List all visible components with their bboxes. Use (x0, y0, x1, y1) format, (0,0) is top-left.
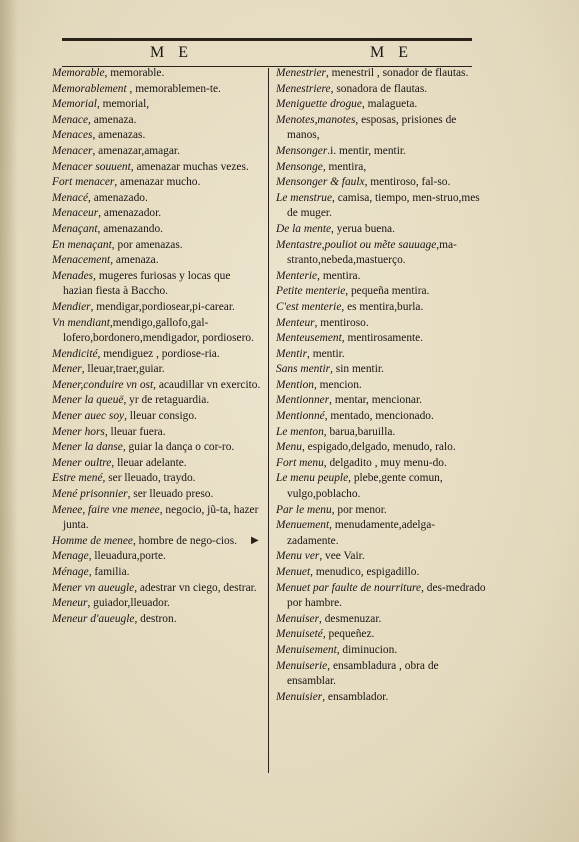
entry-headword: Meneur d'aueugle (52, 612, 135, 625)
entry-translation: , negocio, jũ-ta, hazer junta. (63, 503, 259, 532)
dictionary-entry (52, 66, 262, 82)
entry-translation: , amenaza. (88, 113, 137, 126)
entry-headword: Menuement (276, 519, 330, 532)
entry-translation: , lleuar,traer,guiar. (81, 363, 165, 376)
dictionary-entry (276, 331, 486, 347)
dictionary-entry (276, 284, 486, 300)
entry-headword: Memorial (52, 98, 97, 111)
entry-translation: , camisa, tiempo, men-struo,mes de muger. (287, 191, 480, 220)
entry-translation: , mentira. (317, 269, 361, 282)
entry-headword: Mener vn aueugle (52, 581, 135, 594)
entry-translation: , acaudillar vn exercito. (153, 378, 261, 391)
entry-translation: , sonadora de flautas. (330, 82, 428, 95)
entry-headword: Homme de menee (52, 534, 133, 547)
entry-translation: , pequeñez. (322, 628, 375, 641)
entry-headword: Mener oultre (52, 456, 112, 469)
entry-translation: , lleuadura,porte. (88, 550, 166, 563)
dictionary-entry (52, 97, 262, 113)
entry-headword: Menacement (52, 254, 111, 267)
entry-headword: Mensonger & faulx (276, 176, 365, 189)
entry-translation: , ensambladura , obra de ensamblar. (287, 659, 439, 688)
entry-translation: , menudico, espigadillo. (310, 566, 420, 578)
entry-translation: , amenazado. (88, 191, 148, 204)
entry-translation: , memorable. (104, 67, 165, 79)
entry-headword: Le menstrue (276, 191, 332, 204)
entry-headword: Menaçant (52, 222, 98, 235)
entry-translation: , mentirosamente. (341, 332, 424, 345)
entry-translation: , lleuar consigo. (124, 410, 197, 423)
entry-headword: Mensonge (276, 160, 323, 173)
entry-headword: Mener auec soy (52, 410, 125, 423)
entry-headword: Memorable (52, 67, 105, 79)
dictionary-entry (52, 534, 262, 550)
entry-headword: Menteur (276, 316, 315, 329)
dictionary-entry (52, 175, 262, 191)
entry-translation: , mentira, (322, 160, 367, 173)
dictionary-entry (52, 160, 262, 176)
entry-translation: , malagueta. (361, 98, 418, 111)
entry-headword: Petite menterie (276, 285, 346, 298)
entry-translation: , mentiroso, fal-so. (364, 176, 451, 189)
entry-translation: , delgadito , muy menu-do. (323, 456, 447, 469)
margin-mark: ▶ (251, 535, 259, 546)
entry-headword: Le menton (276, 425, 324, 438)
entry-headword: Menuiserie (276, 659, 328, 672)
dictionary-entry (276, 425, 486, 441)
dictionary-entry (52, 612, 262, 628)
dictionary-entry (276, 97, 486, 113)
dictionary-entry (276, 643, 486, 659)
dictionary-entry (276, 269, 486, 285)
entry-translation: , esposas, prisiones de manos, (287, 113, 457, 142)
entry-translation: , sin mentir. (330, 363, 384, 376)
entry-headword: Menuisier (276, 690, 323, 703)
entry-headword: Mendier (52, 300, 91, 313)
dictionary-entry (52, 425, 262, 441)
dictionary-entry (52, 82, 262, 98)
entry-headword: Menestrier (276, 67, 326, 79)
dictionary-entry (276, 316, 486, 332)
entry-headword: Menaceur (52, 207, 99, 220)
dictionary-entry (276, 690, 486, 706)
entry-translation: , des-medrado por hambre. (287, 581, 486, 610)
entry-translation: , mendiguez , pordiose-ria. (97, 347, 220, 360)
dictionary-entry (276, 175, 486, 191)
dictionary-entry (52, 409, 262, 425)
entry-translation: , mentir. (307, 347, 345, 360)
column-divider (268, 68, 269, 773)
dictionary-entry (52, 113, 262, 129)
entry-headword: Mentionner (276, 394, 330, 407)
entry-headword: Menacer souuent (52, 160, 131, 173)
top-rule (62, 38, 472, 41)
entry-headword: En menaçant (52, 238, 112, 251)
entry-headword: Mentionné (276, 410, 325, 423)
dictionary-entry (52, 253, 262, 269)
entry-headword: Ménage (52, 566, 89, 578)
entry-translation: , amenazar,amagar. (92, 144, 180, 157)
dictionary-entry (52, 206, 262, 222)
entry-translation: ,mendigo,gallofo,gal-lofero,bordonero,mendigador, pordiosero. (63, 316, 254, 345)
entry-translation: , barua,baruilla. (323, 425, 396, 438)
entry-headword: Mensonger (276, 144, 328, 157)
dictionary-entry (276, 144, 486, 160)
dictionary-entry (276, 238, 486, 269)
entry-translation: , por amenazas. (111, 238, 183, 251)
dictionary-entry (276, 440, 486, 456)
dictionary-entry (276, 378, 486, 394)
dictionary-entry (276, 456, 486, 472)
dictionary-entry (276, 581, 486, 612)
running-head-left: M E (150, 44, 193, 61)
entry-headword: Menaces (52, 129, 93, 142)
dictionary-entry (52, 222, 262, 238)
dictionary-entry (52, 144, 262, 160)
entry-translation: , diminucion. (336, 643, 398, 656)
dictionary-entry (276, 191, 486, 222)
entry-translation: , yr de retaguardia. (123, 394, 210, 407)
entry-translation: , ser lleuado, traydo. (102, 472, 196, 485)
entry-headword: Menuet (276, 566, 311, 578)
entry-headword: Vn mendiant (52, 316, 110, 329)
entry-translation: , desmenuzar. (319, 612, 382, 625)
entry-headword: Menu (276, 441, 302, 454)
dictionary-entry (52, 549, 262, 565)
entry-headword: Menuet par faulte de nourriture (276, 581, 422, 594)
right-column (276, 66, 486, 705)
entry-translation: , mentiroso. (314, 316, 369, 329)
entry-translation: , amenazas. (92, 129, 146, 142)
entry-translation: , mentar, mencionar. (329, 394, 423, 407)
entry-headword: Menterie (276, 269, 318, 282)
entry-translation: , mentado, mencionado. (324, 410, 434, 423)
entry-translation: , hombre de nego-cios. (132, 534, 238, 547)
entry-translation: , pequeña mentira. (345, 285, 430, 298)
dictionary-entry (52, 596, 262, 612)
entry-translation: ,ma-stranto,nebeda,mastuerço. (287, 238, 457, 267)
entry-headword: Mendicité (52, 347, 98, 360)
entry-headword: Menteusement (276, 332, 342, 345)
dictionary-entry (52, 347, 262, 363)
dictionary-entry (52, 191, 262, 207)
entry-headword: De la mente (276, 222, 332, 235)
dictionary-entry (52, 503, 262, 534)
entry-headword: Menades (52, 269, 94, 282)
entry-translation: , amenazador. (98, 207, 162, 220)
dictionary-entry (276, 362, 486, 378)
entry-headword: Menestriere (276, 82, 331, 95)
dictionary-entry (52, 456, 262, 472)
entry-translation: .i. mentir, mentir. (327, 144, 406, 157)
entry-headword: Sans mentir (276, 363, 331, 376)
entry-translation: , guiar la dança o cor-ro. (122, 441, 235, 454)
entry-headword: Mené prisonnier (52, 488, 128, 501)
entry-headword: Mentastre,pouliot ou mẽte sauuage (276, 238, 437, 251)
entry-translation: , destron. (134, 612, 177, 625)
dictionary-entry (52, 471, 262, 487)
entry-translation: , plebe,gente comun, vulgo,poblacho. (287, 472, 443, 501)
entry-translation: , es mentira,burla. (341, 300, 424, 313)
entry-headword: Menuisement (276, 643, 337, 656)
dictionary-entry (276, 518, 486, 549)
entry-translation: , lleuar fuera. (104, 425, 166, 438)
dictionary-entry (52, 238, 262, 254)
entry-headword: Menace (52, 113, 89, 126)
entry-headword: Meneur (52, 597, 88, 610)
entry-headword: Meniguette drogue (276, 98, 362, 111)
entry-translation: , memorablemen-te. (126, 82, 221, 95)
entry-translation: , por menor. (331, 503, 387, 516)
entry-translation: , espigado,delgado, menudo, ralo. (301, 441, 456, 454)
entry-headword: Mention (276, 378, 314, 391)
entry-headword: Menotes,manotes (276, 113, 356, 126)
entry-headword: C'est menterie (276, 300, 342, 313)
dictionary-entry (52, 393, 262, 409)
dictionary-entry (52, 316, 262, 347)
dictionary-entry (276, 300, 486, 316)
entry-headword: Par le menu (276, 503, 332, 516)
dictionary-entry (276, 549, 486, 565)
entry-headword: Mener (52, 363, 82, 376)
dictionary-entry (276, 347, 486, 363)
entry-translation: , amenazar muchas vezes. (130, 160, 249, 173)
dictionary-entry (52, 378, 262, 394)
dictionary-entry (52, 362, 262, 378)
dictionary-entry (276, 160, 486, 176)
entry-headword: Menuiser (276, 612, 320, 625)
entry-headword: Menage (52, 550, 89, 563)
entry-headword: Le menu peuple (276, 472, 349, 485)
entry-headword: Menacer (52, 144, 93, 157)
entry-translation: , menestril , sonador de flautas. (325, 67, 469, 79)
entry-headword: Mener la danse (52, 441, 123, 454)
entry-translation: , amenazando. (97, 222, 164, 235)
entry-translation: , lleuar adelante. (111, 456, 187, 469)
entry-translation: , ser lleuado preso. (127, 488, 214, 501)
entry-headword: Estre mené (52, 472, 103, 485)
entry-translation: , adestrar vn ciego, destrar. (134, 581, 257, 594)
dictionary-entry (276, 659, 486, 690)
entry-translation: , amenaza. (110, 254, 159, 267)
dictionary-entry (276, 627, 486, 643)
dictionary-entry (276, 222, 486, 238)
entry-translation: , mencion. (313, 378, 362, 391)
entry-headword: Mener hors (52, 425, 105, 438)
dictionary-entry (52, 300, 262, 316)
entry-translation: , vee Vair. (319, 550, 365, 563)
dictionary-entry (52, 487, 262, 503)
entry-translation: , ensamblador. (322, 690, 389, 703)
dictionary-entry (52, 565, 262, 581)
dictionary-entry (276, 66, 486, 82)
entry-translation: , familia. (88, 566, 130, 578)
dictionary-entry (276, 409, 486, 425)
dictionary-entry (52, 128, 262, 144)
entry-headword: Menu ver (276, 550, 320, 563)
entry-translation: , yerua buena. (331, 222, 395, 235)
entry-headword: Mener,conduire vn ost (52, 378, 154, 391)
entry-headword: Memorablement (52, 82, 127, 95)
entry-translation: , menudamente,adelga-zadamente. (287, 519, 436, 547)
entry-headword: Menee, faire vne menee (52, 503, 160, 516)
entry-headword: Fort menacer (52, 176, 115, 189)
entry-translation: , amenazar mucho. (114, 176, 201, 189)
entry-translation: , guiador,lleuador. (87, 597, 170, 610)
dictionary-entry (276, 113, 486, 144)
entry-headword: Menuiseté (276, 628, 323, 641)
dictionary-entry (276, 565, 486, 581)
entry-headword: Mentir (276, 347, 308, 360)
dictionary-entry (276, 393, 486, 409)
entry-translation: , mendigar,pordiosear,pi-carear. (90, 300, 235, 313)
entry-headword: Mener la queuë (52, 394, 124, 407)
dictionary-entry (276, 82, 486, 98)
dictionary-entry (52, 581, 262, 597)
entry-translation: , memorial, (96, 98, 150, 111)
dictionary-entry (52, 440, 262, 456)
left-column (52, 66, 262, 627)
entry-headword: Menacé (52, 191, 89, 204)
dictionary-entry (276, 471, 486, 502)
dictionary-entry (276, 503, 486, 519)
running-head-right: M E (370, 44, 413, 61)
dictionary-entry (52, 269, 262, 300)
dictionary-entry (276, 612, 486, 628)
entry-translation: , mugeres furiosas y locas que hazian fiesta à Baccho. (63, 269, 231, 298)
entry-headword: Fort menu (276, 456, 324, 469)
